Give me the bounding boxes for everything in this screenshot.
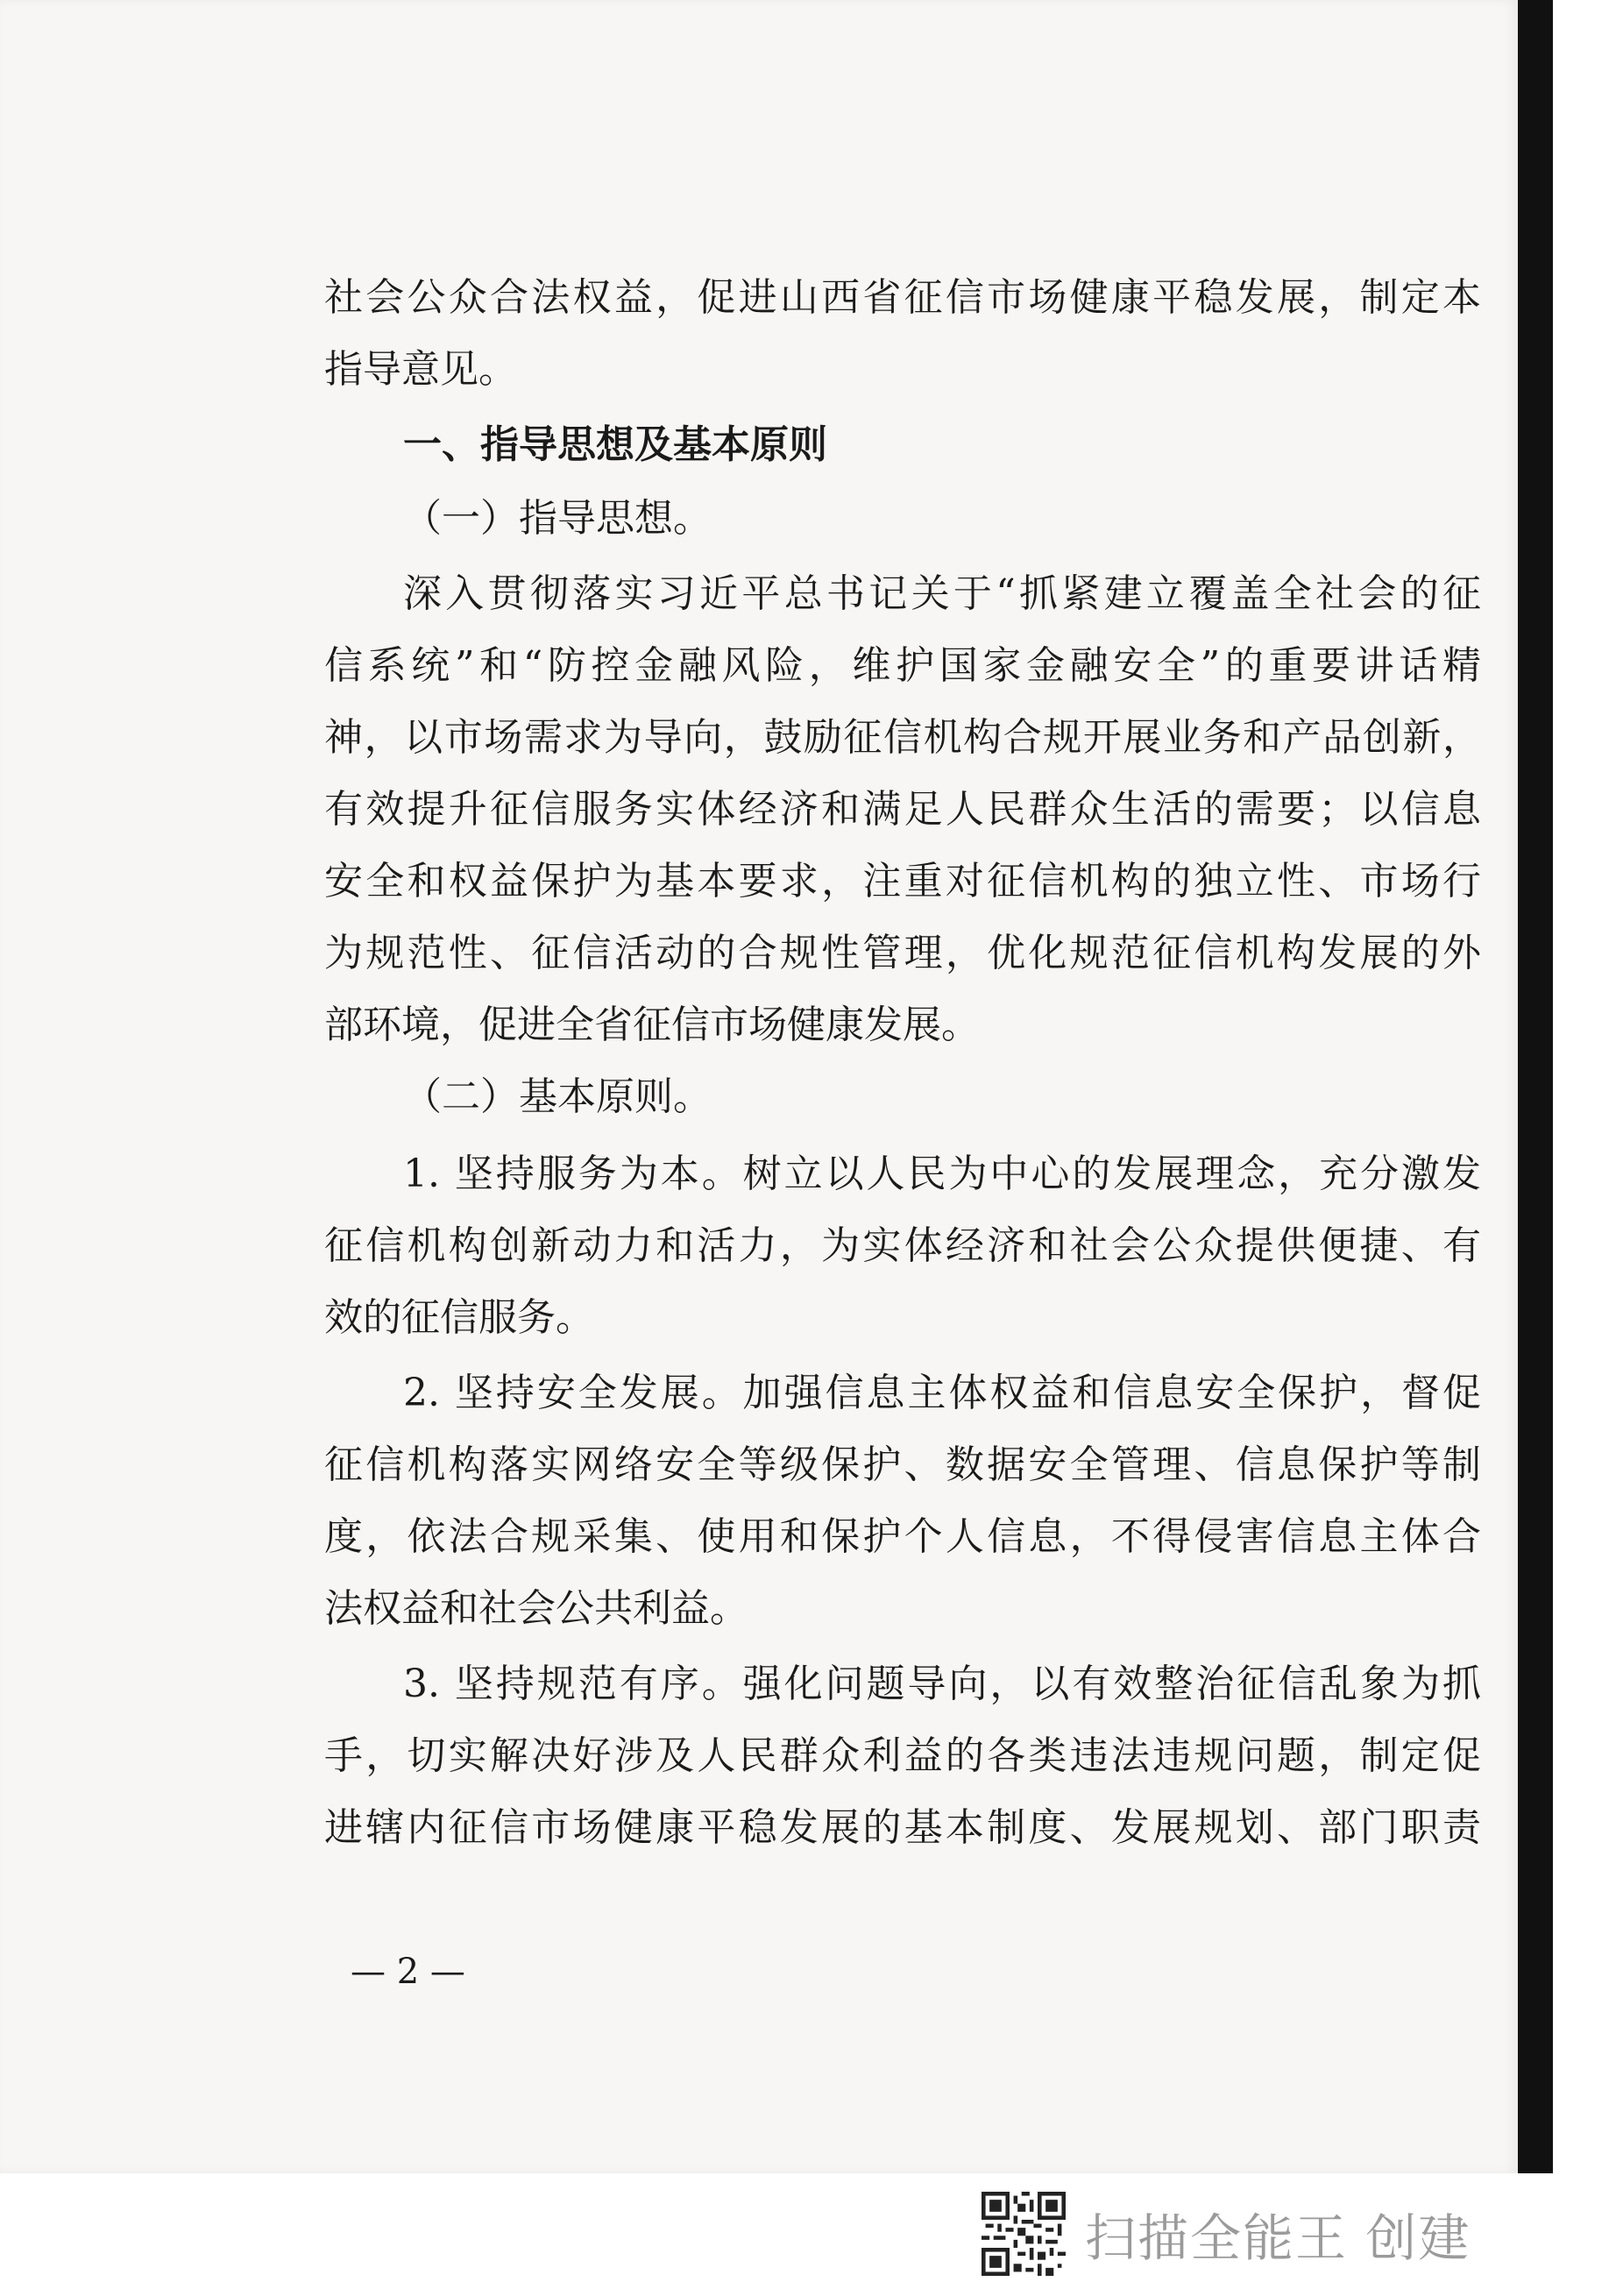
body-line: 1. 坚持服务为本。树立以人民为中心的发展理念，充分激发 bbox=[403, 1152, 1481, 1196]
body-line: 指导意见。 bbox=[324, 347, 517, 392]
body-line: 信系统”和“防控金融风险，维护国家金融安全”的重要讲话精 bbox=[324, 643, 1481, 688]
watermark-text: 扫描全能王 创建 bbox=[1085, 2208, 1471, 2268]
body-line: 进辖内征信市场健康平稳发展的基本制度、发展规划、部门职责 bbox=[324, 1805, 1481, 1850]
body-line: 社会公众合法权益，促进山西省征信市场健康平稳发展，制定本 bbox=[324, 275, 1481, 320]
body-line: 神，以市场需求为导向，鼓励征信机构合规开展业务和产品创新， bbox=[324, 715, 1481, 760]
page-number: — 2 — bbox=[351, 1952, 465, 1992]
body-line: 度，依法合规采集、使用和保护个人信息，不得侵害信息主体合 bbox=[324, 1514, 1481, 1559]
body-line: 深入贯彻落实习近平总书记关于“抓紧建立覆盖全社会的征 bbox=[403, 571, 1481, 616]
qr-code-icon bbox=[982, 2192, 1066, 2276]
body-line: 效的征信服务。 bbox=[324, 1295, 594, 1340]
body-line: 征信机构创新动力和活力，为实体经济和社会公众提供便捷、有 bbox=[324, 1223, 1481, 1268]
body-line: 2. 坚持安全发展。加强信息主体权益和信息安全保护，督促 bbox=[403, 1371, 1481, 1415]
body-line: 3. 坚持规范有序。强化问题导向，以有效整治征信乱象为抓 bbox=[403, 1662, 1481, 1706]
section-heading: 一、指导思想及基本原则 bbox=[403, 422, 827, 467]
body-line: 手，切实解决好涉及人民群众利益的各类违法违规问题，制定促 bbox=[324, 1733, 1481, 1778]
scan-edge bbox=[1518, 0, 1553, 2173]
body-line: 征信机构落实网络安全等级保护、数据安全管理、信息保护等制 bbox=[324, 1442, 1481, 1487]
body-line: 安全和权益保护为基本要求，注重对征信机构的独立性、市场行 bbox=[324, 859, 1481, 904]
body-line: 部环境，促进全省征信市场健康发展。 bbox=[324, 1003, 980, 1047]
subsection-heading: （一）指导思想。 bbox=[403, 496, 712, 541]
subsection-heading: （二）基本原则。 bbox=[403, 1074, 712, 1119]
scanner-watermark bbox=[982, 2186, 1471, 2282]
body-line: 为规范性、征信活动的合规性管理，优化规范征信机构发展的外 bbox=[324, 931, 1481, 975]
body-line: 法权益和社会公共利益。 bbox=[324, 1586, 748, 1631]
body-line: 有效提升征信服务实体经济和满足人民群众生活的需要；以信息 bbox=[324, 787, 1481, 832]
